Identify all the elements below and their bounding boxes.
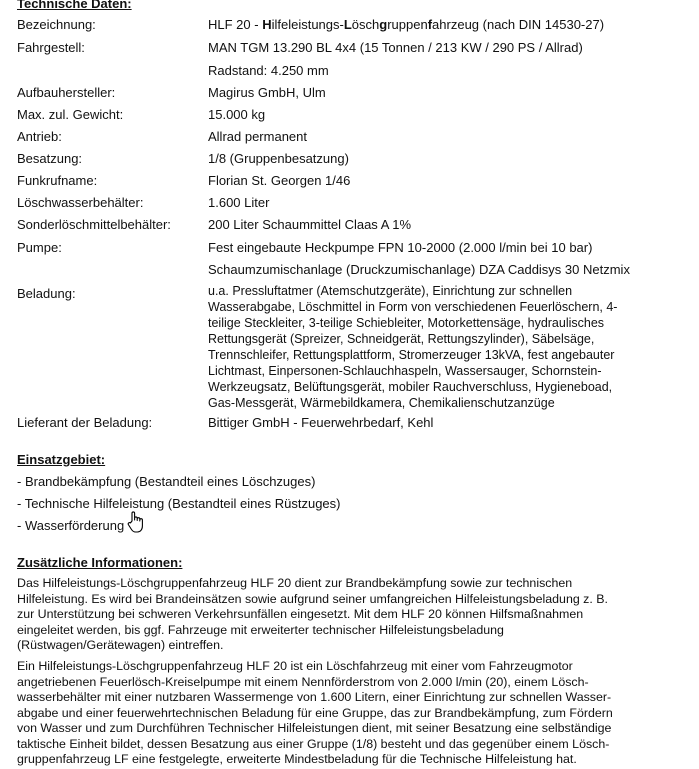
bold-letter: H xyxy=(262,17,272,32)
tech-row-label: Aufbauhersteller: xyxy=(17,85,116,100)
info-paragraph-1 xyxy=(17,576,682,654)
text-line: Rettungsgerät (Spreizer, Schneidgerät, Rettungszylinder), Säbelsäge, xyxy=(208,332,595,346)
text-line: taktische Einheit bildet, dessen Besatzung aus einer Gruppe (1/8) besteht und das gegenüber einem Lösch- xyxy=(17,736,610,751)
text-line: Gas-Messgerät, Wärmebildkamera, Chemikalienschutzanzüge xyxy=(208,396,555,410)
tech-row-value: Magirus GmbH, Ulm xyxy=(208,85,326,100)
einsatz-item-technische-hilfeleistung: - Technische Hilfeleistung (Bestandteil eines Rüstzuges) xyxy=(17,496,341,511)
einsatz-item-brandbekaempfung: - Brandbekämpfung (Bestandteil eines Löschzuges) xyxy=(17,474,316,489)
text-line: Hilfeleistung. Es wird bei Brandeinsätzen sowie aufgrund seiner umfangreichen Hilfeleistungsbeladung z. B. xyxy=(17,591,608,606)
bold-letter: f xyxy=(427,17,433,32)
text-line: von Wasser und zum Durchführen Technischer Hilfeleistungen dient, mit seiner Besatzung eine selbständige xyxy=(17,721,612,735)
text-line: Wasserabgabe, Löschmittel in Form von verschiedenen Feuerlöschern, 4- xyxy=(208,300,618,314)
tech-row-value: 1/8 (Gruppenbesatzung) xyxy=(208,151,349,166)
tech-row-value-text: HLF 20 - xyxy=(208,17,263,32)
einsatzgebiet-heading: Einsatzgebiet: xyxy=(17,452,106,467)
tech-row-value xyxy=(208,17,604,32)
tech-row-value: Allrad permanent xyxy=(208,129,307,144)
lieferant-label: Lieferant der Beladung: xyxy=(17,415,153,430)
text-line: wasserbehälter mit einer nutzbaren Wassermenge von 1.600 Litern, einer Einrichtung zur schnellen Wasser- xyxy=(17,690,612,704)
info-paragraph-2 xyxy=(17,659,682,768)
hand-pointer-icon xyxy=(126,510,146,534)
tech-row-value-text: ahrzeug (nach DIN 14530-27) xyxy=(432,17,605,32)
tech-row-label: Fahrgestell: xyxy=(17,40,85,55)
tech-row-value: Florian St. Georgen 1/46 xyxy=(208,173,351,188)
bold-letter: g xyxy=(379,17,388,32)
tech-row-label: Funkrufname: xyxy=(17,173,98,188)
tech-row-label: Max. zul. Gewicht: xyxy=(17,107,124,122)
text-line: Lichtmast, Einpersonen-Schlauchhaspeln, Wassersauger, Schornstein- xyxy=(208,364,602,378)
tech-row-label: Löschwasserbehälter: xyxy=(17,195,144,210)
tech-row-value: Schaumzumischanlage (Druckzumischanlage) DZA Caddisys 30 Netzmix xyxy=(208,262,630,277)
text-line: eingeleitet werden, bis ggf. Fahrzeuge mit erweiterter technischer Hilfeleistungsbeladung xyxy=(17,622,504,637)
tech-row-value: 15.000 kg xyxy=(208,107,266,122)
beladung-text xyxy=(208,283,678,411)
text-line: gruppenfahrzeug LF eine festgelegte, erweiterte Mindestbeladung für die Technische Hilfeleistung hat. xyxy=(17,752,577,766)
tech-row-value-text: ilfeleistungs- xyxy=(271,17,344,32)
bold-letter: L xyxy=(343,17,352,32)
lieferant-value: Bittiger GmbH - Feuerwehrbedarf, Kehl xyxy=(208,415,434,430)
tech-row-value-text: ösch xyxy=(351,17,380,32)
text-line: abgabe und einer feuerwehrtechnischen Beladung für eine Gruppe, das zur Brandbekämpfung, zum Fördern xyxy=(17,705,613,720)
tech-row-value: 1.600 Liter xyxy=(208,195,270,210)
tech-row-value: Fest eingebaute Heckpumpe FPN 10-2000 (2.000 l/min bei 10 bar) xyxy=(208,240,593,255)
zusaetzliche-informationen-heading: Zusätzliche Informationen: xyxy=(17,555,183,570)
technical-data-heading: Technische Daten: xyxy=(17,0,132,11)
tech-row-label: Bezeichnung: xyxy=(17,17,96,32)
text-line: (Rüstwagen/Gerätewagen) eintreffen. xyxy=(17,638,224,652)
text-line: u.a. Pressluftatmer (Atemschutzgeräte), Einrichtung zur schnellen xyxy=(208,284,573,298)
beladung-label: Beladung: xyxy=(17,286,76,301)
text-line: angetriebenen Feuerlösch-Kreiselpumpe mit einem Nennförderstrom von 2.000 l/min (20), einem Lösch- xyxy=(17,674,589,689)
einsatz-item-wasserfoerderung: - Wasserförderung xyxy=(17,518,125,533)
tech-row-label: Antrieb: xyxy=(17,129,62,144)
tech-row-label: Pumpe: xyxy=(17,240,62,255)
text-line: teilige Steckleiter, 3-teilige Schiebleiter, Motorkettensäge, hydraulisches xyxy=(208,316,605,330)
tech-row-value: 200 Liter Schaummittel Claas A 1% xyxy=(208,217,412,232)
tech-row-value: MAN TGM 13.290 BL 4x4 (15 Tonnen / 213 KW / 290 PS / Allrad) xyxy=(208,40,583,55)
text-line: Das Hilfeleistungs-Löschgruppenfahrzeug HLF 20 dient zur Brandbekämpfung sowie zur technischen xyxy=(17,576,573,590)
text-line: Ein Hilfeleistungs-Löschgruppenfahrzeug HLF 20 ist ein Löschfahrzeug mit einer vom Fahrzeugmotor xyxy=(17,659,573,673)
text-line: zur Unterstützung bei schweren Verkehrsunfällen eingesetzt. Mit dem HLF 20 können Hilfsmaßnahmen xyxy=(17,607,584,621)
tech-row-label: Besatzung: xyxy=(17,151,83,166)
text-line: Trennschleifer, Rettungsplattform, Stromerzeuger 13kVA, fest angebauter xyxy=(208,348,615,362)
tech-row-label: Sonderlöschmittelbehälter: xyxy=(17,217,171,232)
tech-row-value-text: ruppen xyxy=(387,17,428,32)
text-line: Werkzeugsatz, Belüftungsgerät, mobiler Rauchverschluss, Hygieneboad, xyxy=(208,380,613,394)
tech-row-value: Radstand: 4.250 mm xyxy=(208,63,329,78)
